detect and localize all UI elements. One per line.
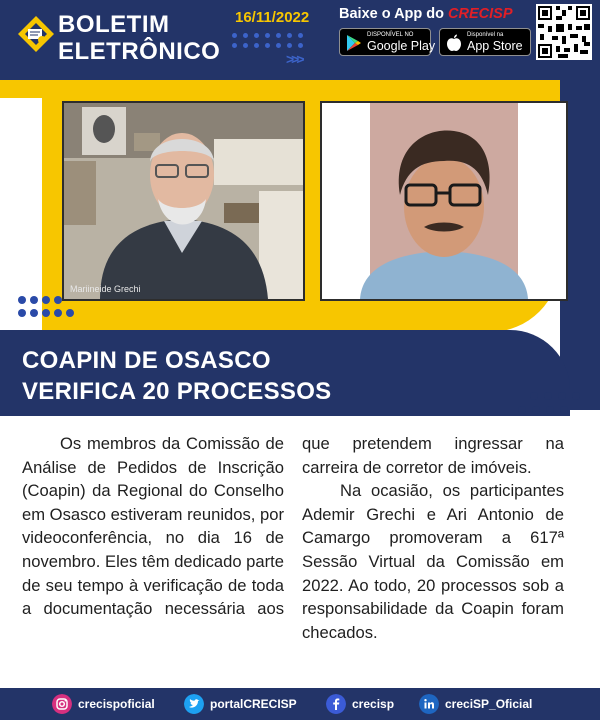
certificate-logo-icon (16, 14, 56, 62)
google-play-label: Google Play (367, 39, 436, 53)
google-play-button[interactable] (339, 28, 436, 56)
app-store-small-label: Disponível na (467, 32, 504, 38)
google-play-icon (346, 34, 362, 52)
participant-photo-left (62, 101, 305, 301)
video-name-label: Mariineide Grechi (70, 284, 141, 294)
app-store-label: App Store (467, 39, 523, 53)
app-cta-prefix: Baixe o App do (339, 6, 444, 22)
instagram-icon (52, 694, 72, 714)
participant-photo-right (320, 101, 568, 301)
article-paragraph-1: Os membros da Comissão de Análise de Pedidos de Inscrição (Coapin) da Regional do Conselho em Osasco estiveram reunidos, por videoconferência, no dia 16 de novembro. Eles têm dedicado parte de seu tempo à verificação de toda a documentação necessária aos que pretendem ingressar na carreira de corretor de imóveis. (22, 434, 564, 619)
brand-line-2: ELETRÔNICO (58, 38, 221, 65)
twitter-icon (184, 694, 204, 714)
app-store-button[interactable] (439, 28, 531, 56)
participant-left-image (64, 103, 303, 299)
facebook-icon (326, 694, 346, 714)
bulletin-date: 16/11/2022 (235, 9, 310, 26)
linkedin-handle: creciSP_Oficial (445, 697, 533, 711)
decorative-chevrons: >>> (286, 51, 302, 67)
brand-title (58, 11, 220, 65)
headline-line-2: VERIFICA 20 PROCESSOS (22, 378, 332, 405)
qr-code-icon[interactable] (536, 4, 592, 60)
participant-right-image (322, 103, 566, 299)
apple-icon (446, 34, 462, 52)
article-body (22, 432, 564, 680)
article-paragraph-2: Na ocasião, os participantes Ademir Grechi e Ari Antonio de Camargo promoveram a 617ª Sessão Virtual da Comissão em 2022. Ao todo, 20 processos sob a responsabilidade da Coapin foram checados. (302, 481, 564, 642)
article-headline (22, 345, 332, 407)
headline-line-1: COAPIN DE OSASCO (22, 347, 271, 374)
linkedin-icon (419, 694, 439, 714)
app-cta-brand: CRECISP (448, 6, 513, 22)
brand-line-1: BOLETIM (58, 11, 170, 38)
social-footer (0, 688, 600, 720)
app-download-cta (339, 6, 513, 22)
google-play-small-label: DISPONÍVEL NO (367, 32, 414, 38)
twitter-handle: portalCRECISP (210, 697, 297, 711)
header-bar (0, 0, 600, 80)
instagram-handle: crecispoficial (78, 697, 155, 711)
facebook-handle: crecisp (352, 697, 395, 711)
